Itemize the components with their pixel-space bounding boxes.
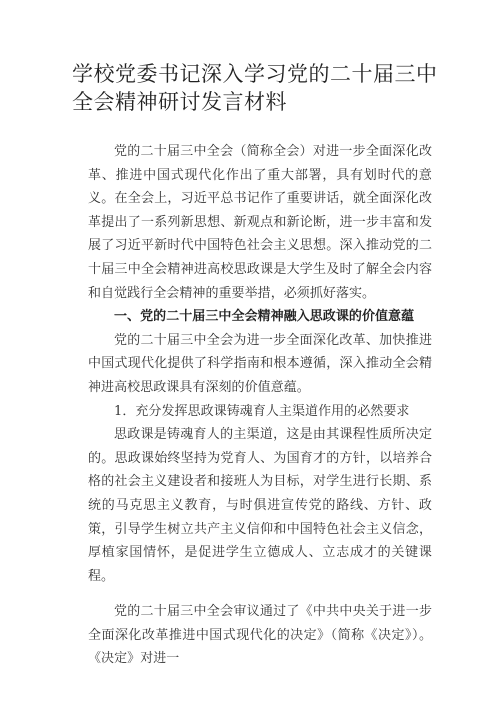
subsection-1-paragraph: 思政课是铸魂育人的主渠道，这是由其课程性质所决定的。思政课始终坚持为党育人、为国育才的方针，以培养合格的社会主义建设者和接班人为目标，对学生进行长期、系统的马克思主义教育，与时俱进宣传党的路线、方针、政策，引导学生树立共产主义信仰和中国特色社会主义信念，厚植家国情怀，是促进学生立德成人、立志成才的关键课程。: [88, 427, 432, 584]
intro-paragraph: 党的二十届三中全会（简称全会）对进一步全面深化改革、推进中国式现代化作出了重大部署，具有划时代的意义。在全会上，习近平总书记作了重要讲话，就全面深化改革提出了一系列新思想、新观点和新论断，进一步丰富和发展了习近平新时代中国特色社会主义思想。深入推动党的二十届三中全会精神进高校思政课是大学生及时了解全会内容和自觉践行全会精神的重要举措，必须抓好落实。: [88, 144, 432, 301]
section-heading-1: 一、党的二十届三中全会精神融入思政课的价值意蕴: [114, 309, 415, 325]
document-title: 学校党委书记深入学习党的二十届三中全会精神研讨发言材料: [72, 62, 438, 114]
document-body: [88, 140, 432, 671]
section-1-paragraph: 党的二十届三中全会为进一步全面深化改革、加快推进中国式现代化提供了科学指南和根本遵循，深入推动全会精神进高校思政课具有深刻的价值意蕴。: [88, 332, 432, 395]
decision-paragraph: 党的二十届三中全会审议通过了《中共中央关于进一步全面深化改革推进中国式现代化的决定》（简称《决定》）。《决定》对进一: [88, 604, 432, 667]
subsection-heading-1: 1．充分发挥思政课铸魂育人主渠道作用的必然要求: [114, 403, 410, 419]
